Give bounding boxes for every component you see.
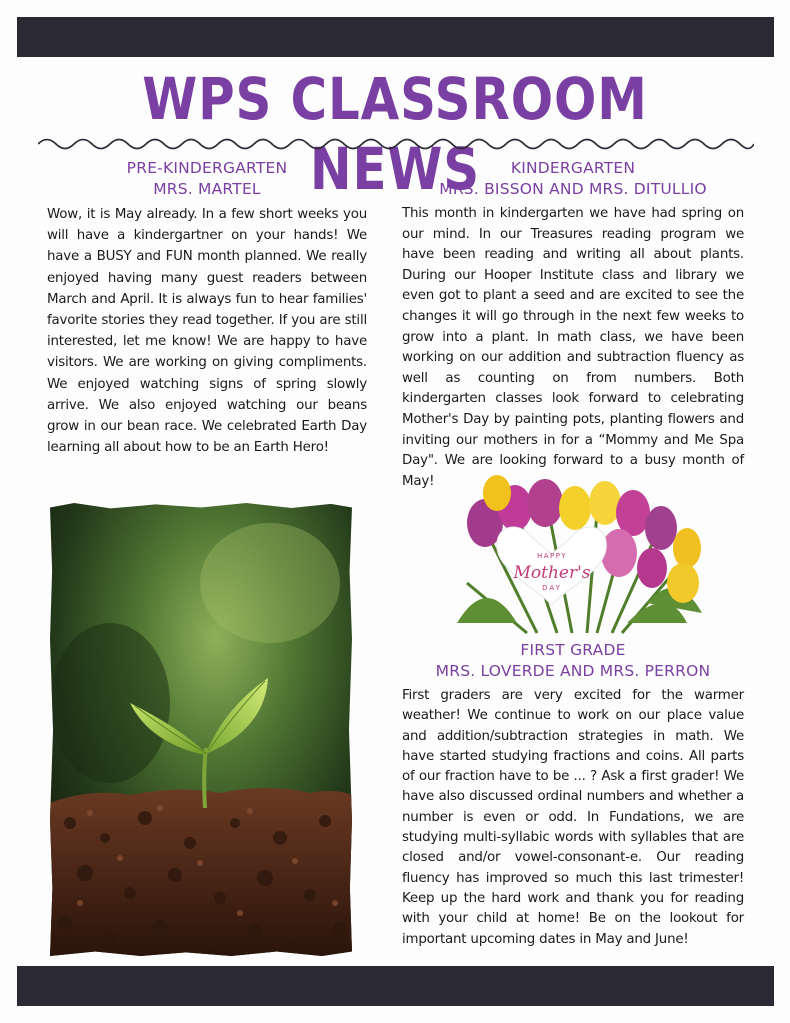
top-banner-bar (17, 17, 774, 57)
seedling-photo (50, 503, 352, 956)
newsletter-title: WPS CLASSROOM NEWS (142, 65, 648, 203)
first-grade-heading (402, 640, 744, 682)
wavy-divider (38, 133, 754, 155)
first-grade-section (402, 640, 744, 950)
kindergarten-section (402, 158, 744, 492)
pre-k-body: Wow, it is May already. In a few short weeks you will have a kindergartner on your hands! We have a BUSY and FUN month planned. We really enjoyed having many guest readers between March and April. It is always fun to hear families' favorite stories they read together. If you are still interested, let me know! We are happy to have visitors. We are working on giving compliments. We enjoyed watching signs of spring slowly arrive. We also enjoyed watching our beans grow in our bean race. We celebrated Earth Day learning all about how to be an Earth Hero! (47, 207, 367, 456)
bottom-banner-bar (17, 966, 774, 1006)
kindergarten-grade-label: KINDERGARTEN (510, 159, 636, 177)
pre-k-grade-label: PRE-KINDERGARTEN (126, 159, 288, 177)
pre-k-teacher-label: MRS. MARTEL (153, 180, 261, 198)
card-happy-text: HAPPY (536, 552, 568, 560)
kindergarten-body: This month in kindergarten we have had spring on our mind. In our Treasures reading program we have been reading and writing all about plants. During our Hooper Institute class and library we even got to plant a seed and are excited to see the changes it will go through in the next few weeks to grow into a plant. In math class, we have been working on our addition and subtraction fluency as well as counting on from numbers. Both kindergarten classes look forward to celebrating Mother's Day by painting pots, planting flowers and inviting our mothers in for a “Mommy and Me Spa Day". We are looking forward to a busy month of May! (402, 206, 744, 489)
card-mothers-text: Mother's (513, 563, 591, 583)
kindergarten-teacher-label: MRS. BISSON AND MRS. DITULLIO (439, 180, 707, 198)
card-day-text: DAY (542, 584, 562, 592)
pre-k-heading (47, 158, 367, 200)
first-grade-body: First graders are very excited for the warmer weather! We continue to work on our place value and addition/subtraction strategies in math. We have started studying fractions and coins. All parts of our fraction have to be ... ? Ask a first grader! We have also discussed ordinal numbers and whether a number is even or odd. In Fundations, we are studying multi-syllabic words with syllables that are closed and/or vowel-consonant-e. Our reading fluency has improved so much this last trimester! Keep up the hard work and thank you for reading with your child at home! Be on the lookout for important upcoming dates in May and June! (402, 688, 744, 947)
pre-k-section (47, 158, 367, 458)
first-grade-teacher-label: MRS. LOVERDE AND MRS. PERRON (435, 662, 711, 680)
first-grade-label: FIRST GRADE (520, 641, 626, 659)
mothers-day-tulips-image (447, 473, 703, 635)
kindergarten-heading (402, 158, 744, 200)
